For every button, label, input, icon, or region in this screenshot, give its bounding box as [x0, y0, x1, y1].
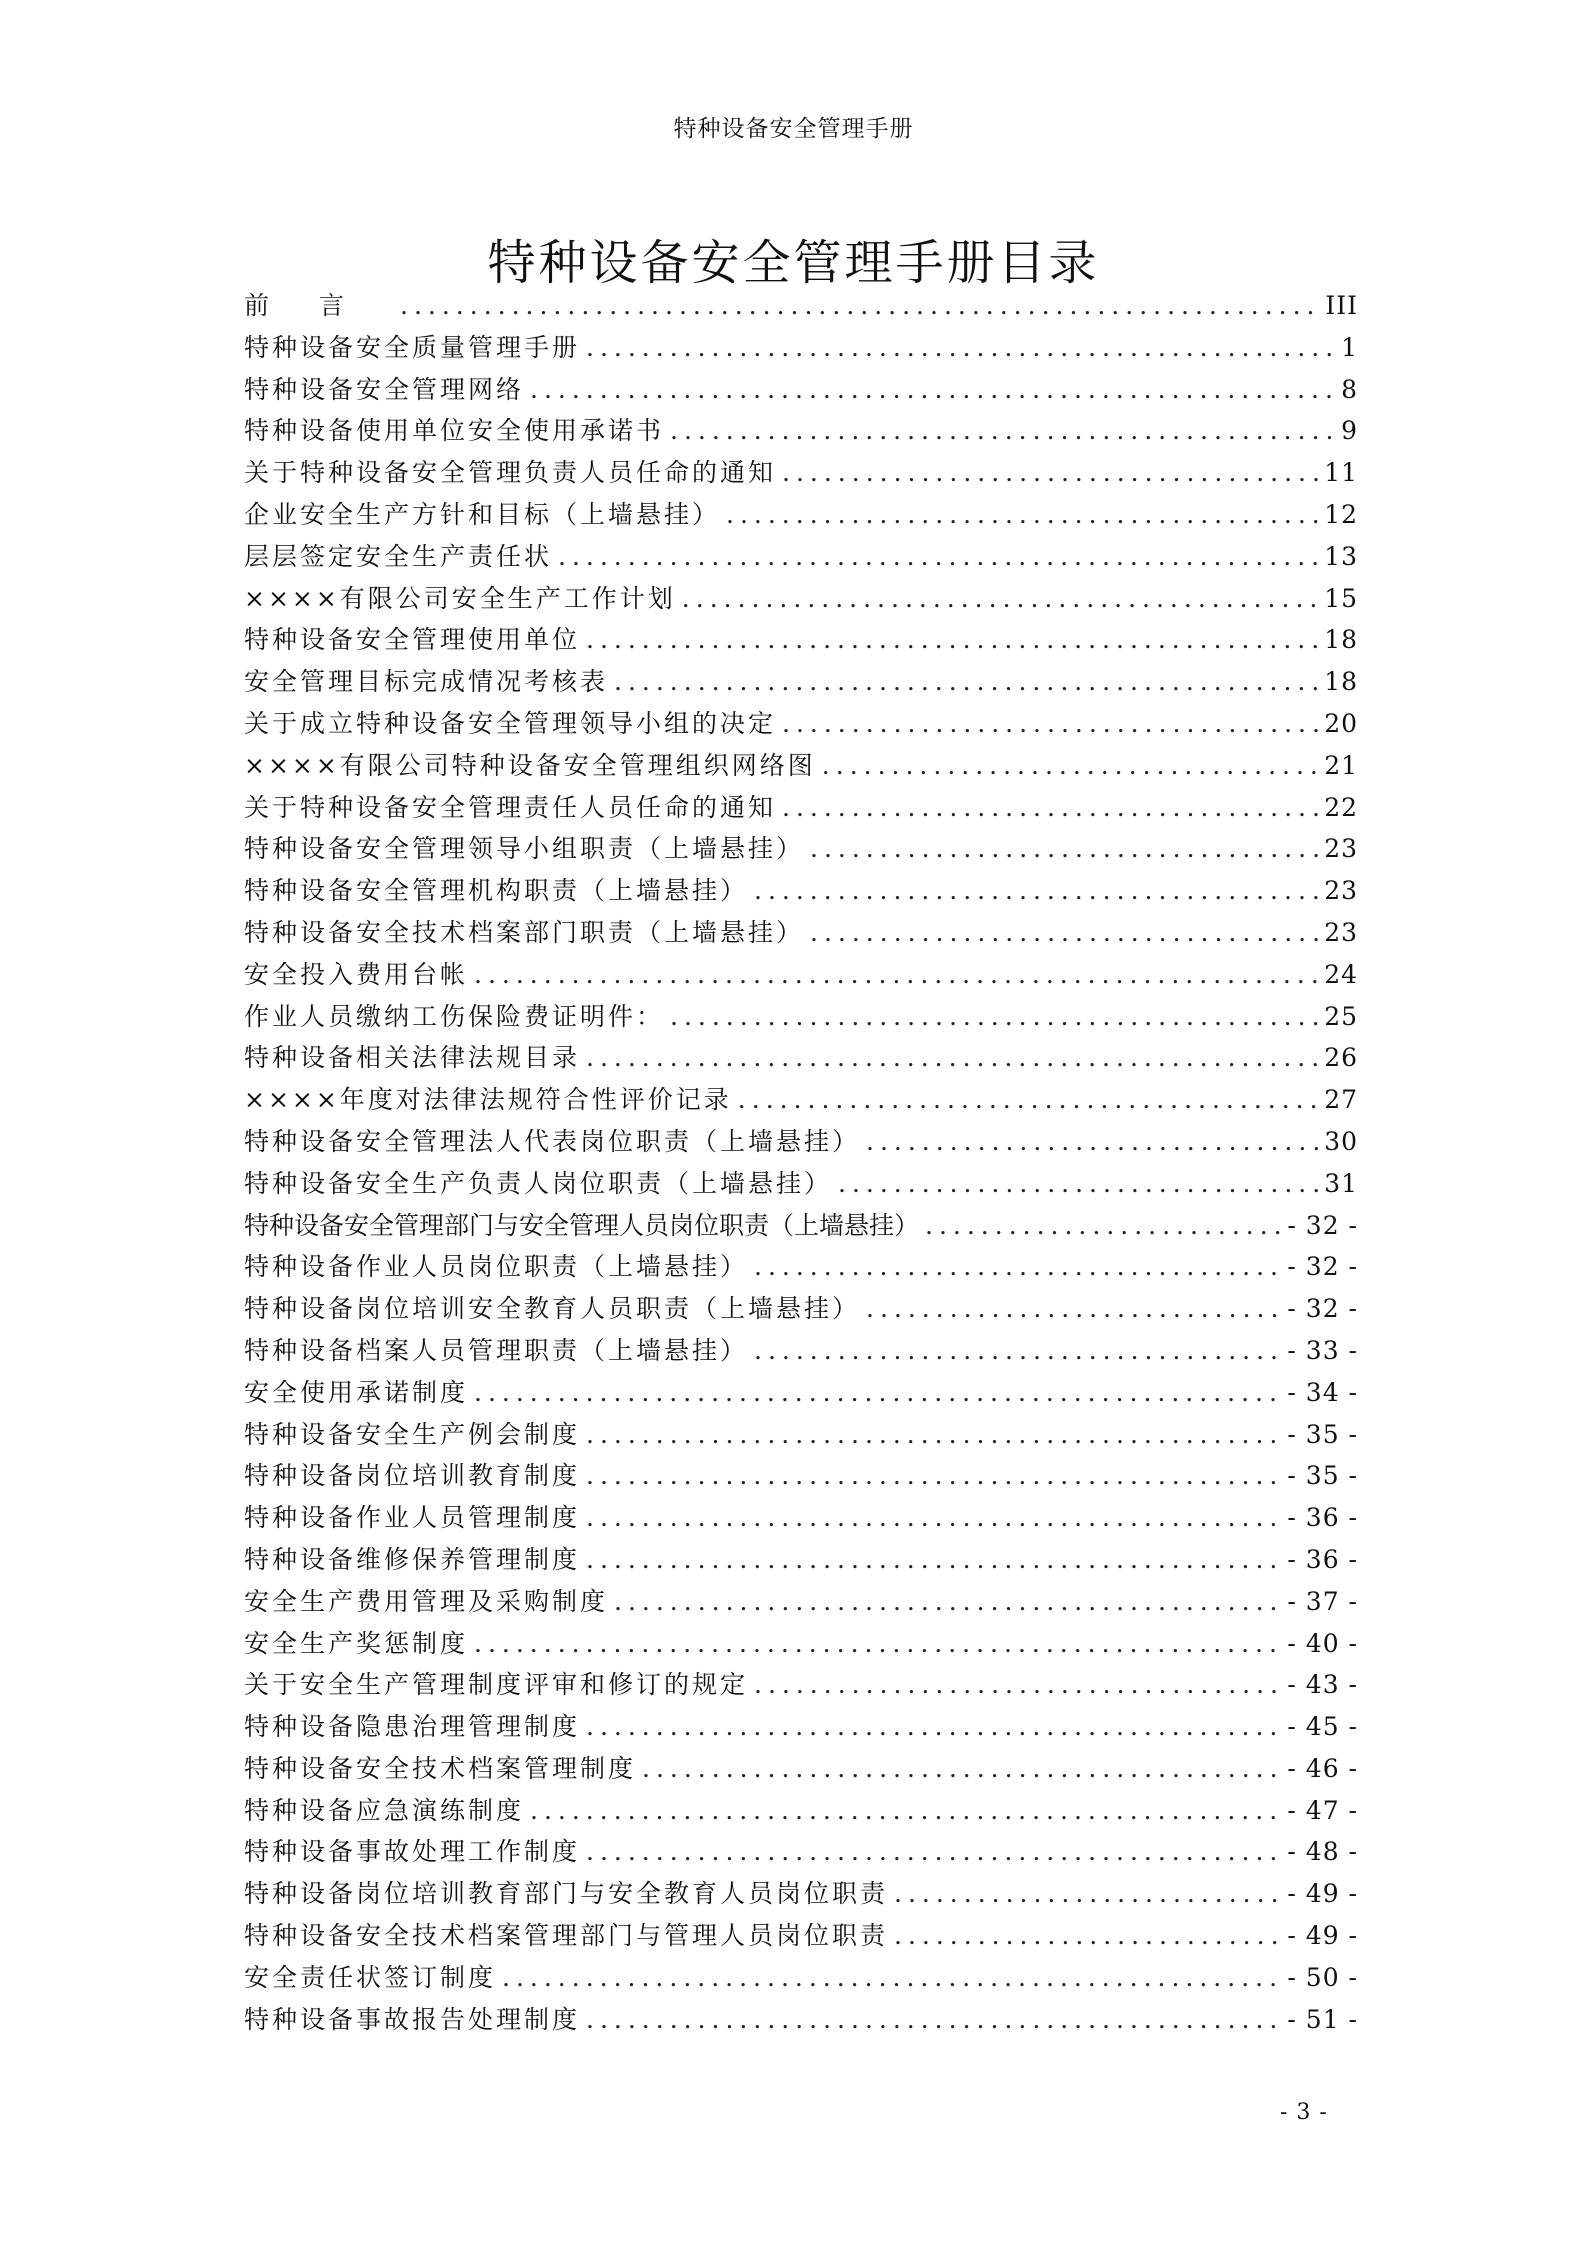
- toc-entry[interactable]: [244, 1164, 1358, 1206]
- toc-entry-title: 特种设备安全生产例会制度: [244, 1419, 581, 1449]
- toc-entry-title: 特种设备安全技术档案部门职责（上墙悬挂）: [244, 917, 805, 947]
- toc-entry[interactable]: [244, 2000, 1358, 2042]
- toc-entry[interactable]: [244, 955, 1358, 997]
- toc-entry[interactable]: [244, 829, 1358, 871]
- toc-entry-page: - 32 -: [1287, 1294, 1358, 1324]
- toc-dot-leader: [586, 1712, 1281, 1741]
- toc-entry-page: - 36 -: [1287, 1544, 1358, 1574]
- toc-dot-leader: [586, 1461, 1281, 1490]
- toc-entry[interactable]: [244, 1958, 1358, 2000]
- toc-entry-page: 24: [1324, 959, 1358, 989]
- toc-entry-page: 23: [1324, 876, 1358, 906]
- toc-dot-leader: [586, 2005, 1281, 2034]
- toc-entry-title: 特种设备安全管理法人代表岗位职责（上墙悬挂）: [244, 1126, 861, 1156]
- toc-entry-title: 特种设备档案人员管理职责（上墙悬挂）: [244, 1335, 749, 1365]
- toc-entry-title: 特种设备使用单位安全使用承诺书: [244, 416, 665, 446]
- toc-entry[interactable]: [244, 328, 1358, 370]
- toc-dot-leader: [838, 1169, 1318, 1198]
- toc-dot-leader: [586, 625, 1318, 654]
- toc-dot-leader: [810, 918, 1318, 947]
- toc-entry-title: 关于成立特种设备安全管理领导小组的决定: [244, 708, 777, 738]
- toc-dot-leader: [586, 333, 1335, 362]
- toc-entry-page: - 36 -: [1287, 1503, 1358, 1533]
- toc-dot-leader: [558, 542, 1318, 571]
- toc-entry-page: 12: [1324, 499, 1358, 529]
- toc-entry-page: 21: [1324, 750, 1358, 780]
- toc-entry-page: - 46 -: [1287, 1753, 1358, 1783]
- toc-entry[interactable]: [244, 1122, 1358, 1164]
- toc-entry[interactable]: [244, 1456, 1358, 1498]
- toc-dot-leader: [782, 793, 1318, 822]
- toc-entry-page: - 48 -: [1287, 1837, 1358, 1867]
- toc-entry-page: - 49 -: [1287, 1921, 1358, 1951]
- toc-dot-leader: [726, 500, 1318, 529]
- toc-dot-leader: [670, 416, 1335, 445]
- toc-entry-page: 15: [1324, 583, 1358, 613]
- toc-entry-page: - 50 -: [1287, 1962, 1358, 1992]
- toc-entry-page: III: [1325, 291, 1358, 320]
- toc-dot-leader: [754, 876, 1318, 905]
- toc-dot-leader: [925, 1211, 1281, 1240]
- toc-dot-leader: [866, 1127, 1318, 1156]
- toc-dot-leader: [754, 1670, 1281, 1699]
- toc-entry-title: 安全使用承诺制度: [244, 1377, 469, 1407]
- toc-entry-page: 18: [1324, 667, 1358, 697]
- toc-dot-leader: [754, 1336, 1281, 1365]
- toc-dot-leader: [782, 709, 1318, 738]
- toc-entry-page: - 40 -: [1287, 1628, 1358, 1658]
- toc-entry[interactable]: [244, 704, 1358, 746]
- toc-entry[interactable]: [244, 411, 1358, 453]
- table-of-contents: [244, 286, 1358, 2041]
- toc-entry-title: 层层签定安全生产责任状: [244, 541, 553, 571]
- toc-entry[interactable]: [244, 1665, 1358, 1707]
- toc-entry[interactable]: [244, 1331, 1358, 1373]
- toc-entry-page: 18: [1324, 625, 1358, 655]
- toc-entry-page: - 49 -: [1287, 1879, 1358, 1909]
- toc-entry-page: 20: [1324, 708, 1358, 738]
- toc-entry-title: 特种设备相关法律法规目录: [244, 1043, 581, 1073]
- toc-entry[interactable]: [244, 1582, 1358, 1624]
- toc-dot-leader: [586, 1545, 1281, 1574]
- toc-entry-title: 前言: [244, 291, 395, 320]
- toc-entry-title: 特种设备安全管理机构职责（上墙悬挂）: [244, 876, 749, 906]
- toc-entry-page: - 35 -: [1287, 1461, 1358, 1491]
- toc-dot-leader: [894, 1921, 1281, 1950]
- toc-entry-title: 安全责任状签订制度: [244, 1962, 497, 1992]
- toc-entry-title: 特种设备安全管理领导小组职责（上墙悬挂）: [244, 834, 805, 864]
- toc-dot-leader: [502, 1963, 1281, 1992]
- toc-dot-leader: [670, 1002, 1318, 1031]
- toc-entry[interactable]: [244, 1498, 1358, 1540]
- toc-entry-page: - 51 -: [1287, 2004, 1358, 2034]
- toc-dot-leader: [474, 1378, 1281, 1407]
- toc-entry-title: 特种设备应急演练制度: [244, 1795, 525, 1825]
- toc-entry[interactable]: [244, 286, 1358, 328]
- toc-entry-title: ××××有限公司安全生产工作计划: [244, 583, 676, 613]
- toc-entry-title: 安全生产奖惩制度: [244, 1628, 469, 1658]
- toc-entry[interactable]: [244, 871, 1358, 913]
- toc-entry-page: 27: [1324, 1085, 1358, 1115]
- toc-entry-title: 企业安全生产方针和目标（上墙悬挂）: [244, 499, 721, 529]
- toc-entry[interactable]: [244, 1624, 1358, 1666]
- toc-entry-page: 13: [1324, 541, 1358, 571]
- toc-dot-leader: [474, 1629, 1281, 1658]
- toc-entry[interactable]: [244, 1749, 1358, 1791]
- toc-entry[interactable]: [244, 537, 1358, 579]
- toc-entry[interactable]: [244, 1415, 1358, 1457]
- toc-entry[interactable]: [244, 495, 1358, 537]
- toc-entry[interactable]: [244, 1791, 1358, 1833]
- toc-entry-title: 特种设备作业人员岗位职责（上墙悬挂）: [244, 1252, 749, 1282]
- toc-entry-title: 特种设备安全质量管理手册: [244, 332, 581, 362]
- toc-entry-title: 关于特种设备安全管理责任人员任命的通知: [244, 792, 777, 822]
- toc-entry-title: 安全管理目标完成情况考核表: [244, 667, 609, 697]
- toc-dot-leader: [894, 1879, 1281, 1908]
- toc-entry-title: 特种设备安全技术档案管理部门与管理人员岗位职责: [244, 1921, 889, 1951]
- toc-dot-leader: [682, 584, 1318, 613]
- toc-entry-title: 特种设备维修保养管理制度: [244, 1544, 581, 1574]
- toc-entry-title: 特种设备岗位培训教育制度: [244, 1461, 581, 1491]
- toc-entry-page: - 35 -: [1287, 1419, 1358, 1449]
- toc-entry-title: ××××年度对法律法规符合性评价记录: [244, 1085, 732, 1115]
- toc-entry-page: 8: [1341, 374, 1358, 404]
- toc-entry-page: 26: [1324, 1043, 1358, 1073]
- toc-dot-leader: [400, 291, 1319, 320]
- toc-entry-title: 特种设备作业人员管理制度: [244, 1503, 581, 1533]
- toc-entry[interactable]: [244, 913, 1358, 955]
- toc-entry[interactable]: [244, 1080, 1358, 1122]
- toc-entry-title: 特种设备隐患治理管理制度: [244, 1712, 581, 1742]
- toc-entry[interactable]: [244, 453, 1358, 495]
- toc-entry-page: 22: [1324, 792, 1358, 822]
- toc-entry-title: 关于特种设备安全管理负责人员任命的通知: [244, 458, 777, 488]
- toc-entry-page: 11: [1324, 458, 1358, 488]
- toc-entry-page: - 37 -: [1287, 1586, 1358, 1616]
- toc-dot-leader: [642, 1754, 1281, 1783]
- toc-entry-page: 31: [1324, 1168, 1358, 1198]
- toc-entry[interactable]: [244, 1832, 1358, 1874]
- toc-dot-leader: [614, 1587, 1281, 1616]
- toc-dot-leader: [530, 375, 1335, 404]
- toc-dot-leader: [586, 1043, 1318, 1072]
- toc-entry[interactable]: [244, 620, 1358, 662]
- toc-entry-page: 1: [1341, 332, 1358, 362]
- toc-dot-leader: [782, 458, 1318, 487]
- toc-entry[interactable]: [244, 1874, 1358, 1916]
- toc-entry-page: 30: [1324, 1126, 1358, 1156]
- toc-entry-page: - 33 -: [1287, 1335, 1358, 1365]
- toc-entry-title: 特种设备安全管理网络: [244, 374, 525, 404]
- document-title: 特种设备安全管理手册目录: [487, 235, 1100, 292]
- toc-entry[interactable]: [244, 1247, 1358, 1289]
- toc-dot-leader: [614, 667, 1318, 696]
- toc-entry-title: 特种设备事故处理工作制度: [244, 1837, 581, 1867]
- toc-entry-page: 23: [1324, 917, 1358, 947]
- page-number: - 3 -: [1280, 2100, 1328, 2125]
- toc-entry-title: 特种设备安全管理部门与安全管理人员岗位职责（上墙悬挂）: [244, 1210, 920, 1240]
- toc-entry[interactable]: [244, 1289, 1358, 1331]
- toc-entry-title: 特种设备安全技术档案管理制度: [244, 1753, 637, 1783]
- toc-entry-title: 作业人员缴纳工伤保险费证明件：: [244, 1001, 665, 1031]
- toc-entry[interactable]: [244, 788, 1358, 830]
- toc-entry-title: 特种设备安全生产负责人岗位职责（上墙悬挂）: [244, 1168, 833, 1198]
- toc-entry[interactable]: [244, 1707, 1358, 1749]
- toc-dot-leader: [474, 960, 1318, 989]
- toc-dot-leader: [754, 1252, 1281, 1281]
- running-header: 特种设备安全管理手册: [673, 116, 914, 142]
- toc-dot-leader: [586, 1837, 1281, 1866]
- toc-entry[interactable]: [244, 1916, 1358, 1958]
- toc-entry-page: - 47 -: [1287, 1795, 1358, 1825]
- toc-entry-page: - 32 -: [1287, 1210, 1358, 1240]
- toc-entry[interactable]: [244, 1373, 1358, 1415]
- toc-entry-page: 23: [1324, 834, 1358, 864]
- toc-entry[interactable]: [244, 997, 1358, 1039]
- toc-entry-title: 安全投入费用台帐: [244, 959, 469, 989]
- toc-dot-leader: [586, 1503, 1281, 1532]
- toc-entry-title: ××××有限公司特种设备安全管理组织网络图: [244, 750, 816, 780]
- toc-entry[interactable]: [244, 1206, 1358, 1248]
- toc-dot-leader: [822, 751, 1318, 780]
- toc-entry-title: 特种设备岗位培训教育部门与安全教育人员岗位职责: [244, 1879, 889, 1909]
- toc-entry[interactable]: [244, 579, 1358, 621]
- toc-entry-title: 特种设备岗位培训安全教育人员职责（上墙悬挂）: [244, 1294, 861, 1324]
- toc-entry-page: - 45 -: [1287, 1712, 1358, 1742]
- toc-entry[interactable]: [244, 370, 1358, 412]
- toc-entry-title: 安全生产费用管理及采购制度: [244, 1586, 609, 1616]
- toc-entry[interactable]: [244, 746, 1358, 788]
- toc-dot-leader: [586, 1420, 1281, 1449]
- toc-entry-page: 25: [1324, 1001, 1358, 1031]
- toc-dot-leader: [530, 1796, 1281, 1825]
- toc-dot-leader: [866, 1294, 1281, 1323]
- toc-entry-page: 9: [1341, 416, 1358, 446]
- toc-dot-leader: [738, 1085, 1318, 1114]
- toc-entry-page: - 34 -: [1287, 1377, 1358, 1407]
- toc-dot-leader: [810, 834, 1318, 863]
- toc-entry-page: - 32 -: [1287, 1252, 1358, 1282]
- toc-entry-title: 特种设备安全管理使用单位: [244, 625, 581, 655]
- toc-entry[interactable]: [244, 1038, 1358, 1080]
- toc-entry-page: - 43 -: [1287, 1670, 1358, 1700]
- toc-entry[interactable]: [244, 662, 1358, 704]
- toc-entry[interactable]: [244, 1540, 1358, 1582]
- toc-entry-title: 关于安全生产管理制度评审和修订的规定: [244, 1670, 749, 1700]
- toc-entry-title: 特种设备事故报告处理制度: [244, 2004, 581, 2034]
